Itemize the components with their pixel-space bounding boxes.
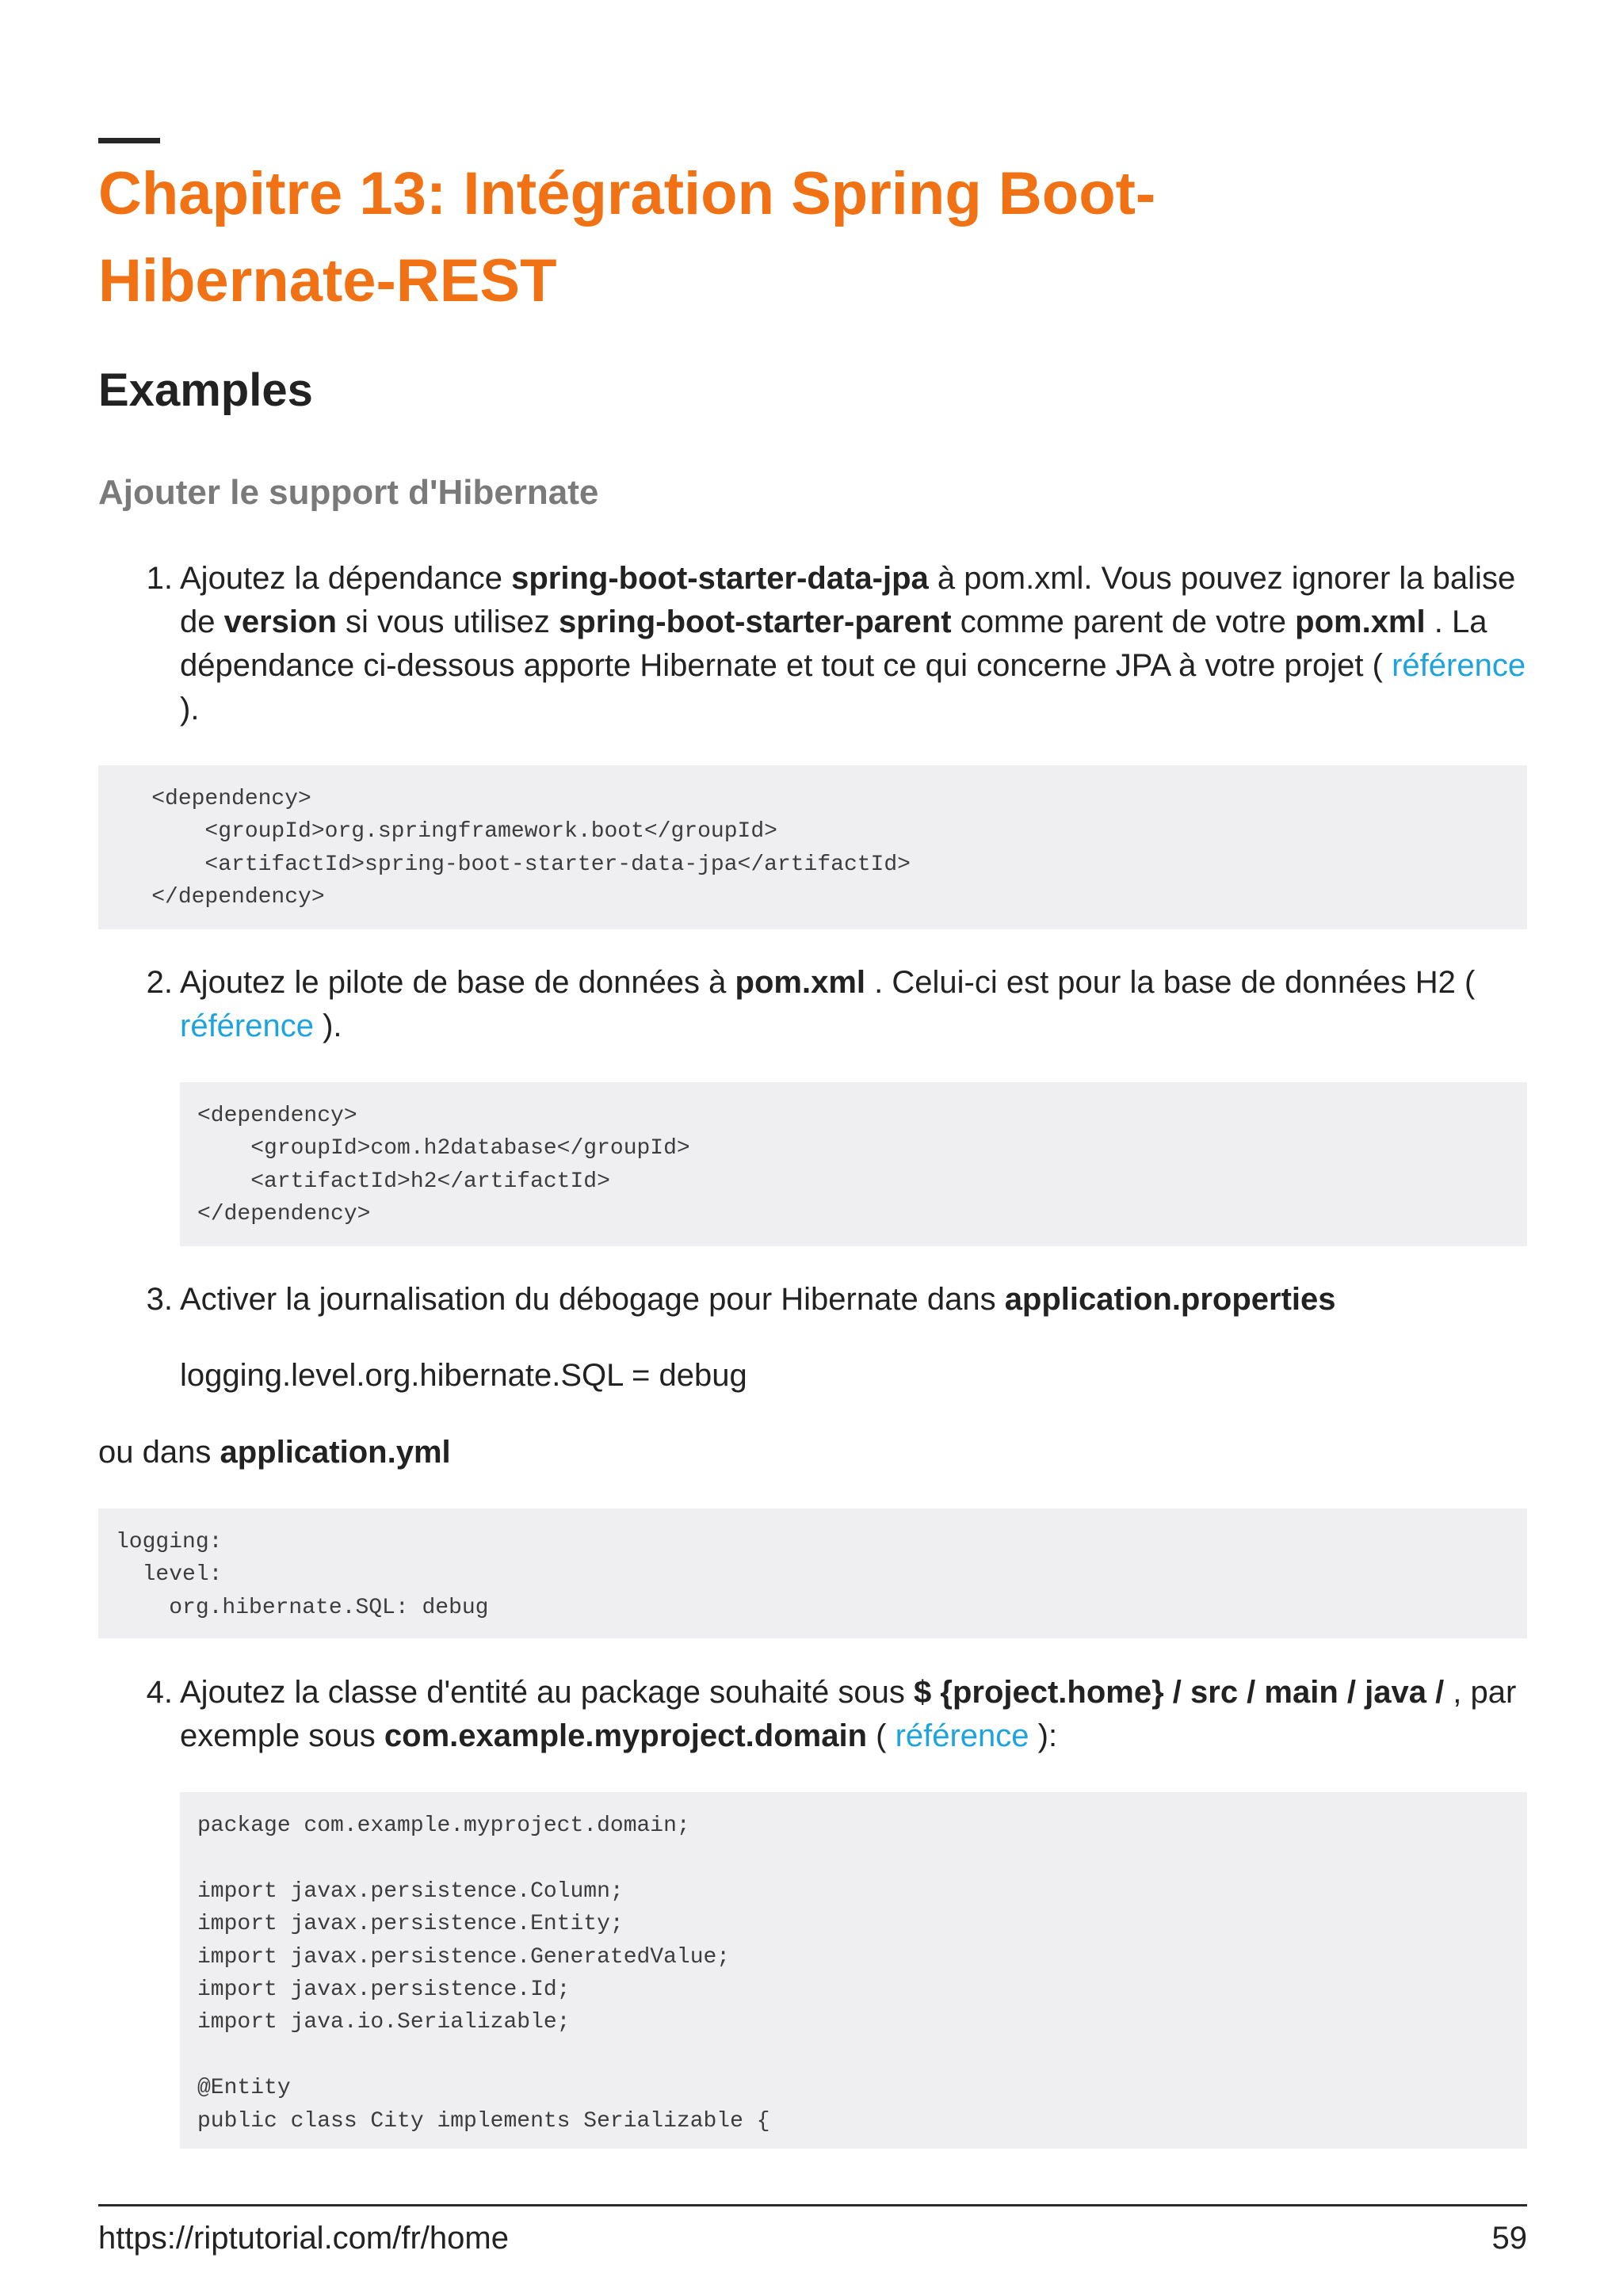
footer-url[interactable]: https://riptutorial.com/fr/home	[98, 2221, 509, 2256]
footer-divider	[98, 2204, 1527, 2206]
step-3-text-part: Activer la journalisation du débogage pour Hibernate dans	[180, 1282, 1005, 1317]
step-1-bold-pom: pom.xml	[1295, 605, 1426, 639]
step-2-bold-pom: pom.xml	[735, 965, 866, 1000]
step-4-number: 4.	[146, 1675, 173, 1710]
chapter-title: Chapitre 13: Intégration Spring Boot-Hibernate-REST	[98, 160, 1156, 315]
section-title: Examples	[98, 364, 313, 416]
step-1-bold-version: version	[223, 605, 337, 639]
document-page	[98, 0, 1527, 2296]
step-1-text-part: Ajoutez la dépendance	[180, 561, 512, 596]
page-number: 59	[1491, 2221, 1527, 2256]
step-4-text-part: ):	[1029, 1718, 1058, 1753]
step-1-text-part: ).	[180, 692, 200, 727]
step-3-property-line: logging.level.org.hibernate.SQL = debug	[180, 1358, 747, 1393]
step-2-text	[180, 961, 1527, 1048]
title-accent-rule	[98, 138, 160, 143]
step-2-text-part: ).	[313, 1009, 342, 1043]
step-4-reference-link[interactable]: référence	[895, 1718, 1029, 1753]
step-1-text-part: comme parent de votre	[951, 605, 1296, 639]
step-3-text	[180, 1278, 1527, 1322]
step-1-bold-starter-jpa: spring-boot-starter-data-jpa	[511, 561, 929, 596]
step-4-text-part: Ajoutez la classe d'entité au package souhaité sous	[180, 1675, 915, 1710]
code-block-jpa-dependency: <dependency> <groupId>org.springframework.boot</groupId> <artifactId>spring-boot-starter-data-jpa</artifactId> </dependency>	[98, 765, 1527, 929]
step-4-text	[180, 1671, 1527, 1758]
step-1-text-part: à pom.xml. Vous pouvez ignorer la balise de	[180, 561, 1516, 639]
step-2-reference-link[interactable]: référence	[180, 1009, 314, 1043]
step-4-bold-project-path: $ {project.home} / src / main / java /	[914, 1675, 1445, 1710]
step-1-bold-starter-parent: spring-boot-starter-parent	[559, 605, 952, 639]
step-4-text-part: (	[867, 1718, 896, 1753]
subsection-title: Ajouter le support d'Hibernate	[98, 473, 599, 512]
step-2-text-part: . Celui-ci est pour la base de données H2 (	[865, 965, 1476, 1000]
step-1-text	[180, 557, 1527, 731]
code-block-h2-dependency: <dependency> <groupId>com.h2database</groupId> <artifactId>h2</artifactId> </dependency>	[180, 1082, 1527, 1246]
yml-intro-bold-application-yml: application.yml	[220, 1435, 451, 1470]
step-4-text-part: , par exemple sous	[180, 1675, 1517, 1753]
step-3-bold-application-properties: application.properties	[1004, 1282, 1336, 1317]
step-1-number: 1.	[146, 561, 173, 596]
step-1-text-part: . La dépendance ci-dessous apporte Hibernate et tout ce qui concerne JPA à votre projet (	[180, 605, 1487, 683]
yml-intro-text	[98, 1431, 451, 1474]
step-1-text-part: si vous utilisez	[336, 605, 559, 639]
step-4-bold-package: com.example.myproject.domain	[384, 1718, 868, 1753]
yml-intro-text-part: ou dans	[98, 1435, 220, 1470]
code-block-yml-logging: logging: level: org.hibernate.SQL: debug	[98, 1508, 1527, 1638]
step-2-number: 2.	[146, 965, 173, 1000]
step-1-reference-link[interactable]: référence	[1392, 648, 1526, 683]
step-2-text-part: Ajoutez le pilote de base de données à	[180, 965, 735, 1000]
step-3-number: 3.	[146, 1282, 173, 1317]
code-block-city-entity: package com.example.myproject.domain; import javax.persistence.Column; import javax.persistence.Entity; import javax.persistence.GeneratedValue; import javax.persistence.Id; import java.io.Serializable; @Entity public class City implements Serializable {	[180, 1792, 1527, 2149]
